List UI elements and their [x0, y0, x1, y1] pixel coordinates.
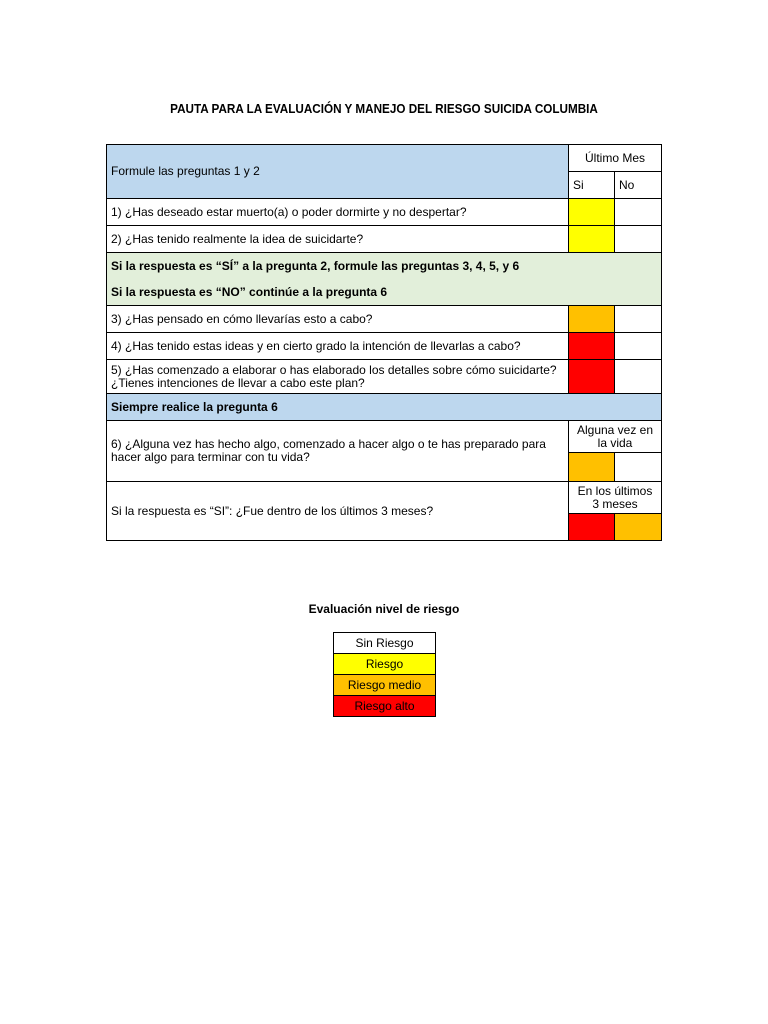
instruction-yes: Si la respuesta es “SÍ” a la pregunta 2, formule las preguntas 3, 4, 5, y 6: [107, 253, 662, 280]
instruction-always: Siempre realice la pregunta 6: [107, 394, 662, 421]
q4-si-cell[interactable]: [569, 333, 615, 360]
q6-si-cell[interactable]: [569, 453, 615, 482]
column-si: Si: [569, 172, 615, 199]
q7-period-label: En los últimos 3 meses: [569, 482, 662, 514]
q6-no-cell[interactable]: [615, 453, 662, 482]
legend-medium-risk: Riesgo medio: [334, 675, 436, 696]
legend-title: Evaluación nivel de riesgo: [308, 602, 460, 616]
legend-high-risk: Riesgo alto: [334, 696, 436, 717]
q6-period-label: Alguna vez en la vida: [569, 421, 662, 453]
question-2: 2) ¿Has tenido realmente la idea de suicidarte?: [107, 226, 569, 253]
question-7: Si la respuesta es “SI”: ¿Fue dentro de los últimos 3 meses?: [107, 482, 569, 541]
legend-no-risk: Sin Riesgo: [334, 633, 436, 654]
risk-legend: [333, 632, 436, 717]
question-3: 3) ¿Has pensado en cómo llevarías esto a cabo?: [107, 306, 569, 333]
header-period-last-month: Último Mes: [569, 145, 662, 172]
q5-si-cell[interactable]: [569, 360, 615, 394]
question-5: [107, 360, 569, 394]
page-title: PAUTA PARA LA EVALUACIÓN Y MANEJO DEL RIESGO SUICIDA COLUMBIA: [170, 101, 598, 116]
question-6: 6) ¿Alguna vez has hecho algo, comenzado a hacer algo o te has preparado para hacer algo para terminar con tu vida?: [107, 421, 569, 482]
q3-si-cell[interactable]: [569, 306, 615, 333]
instruction-no: Si la respuesta es “NO” continúe a la pregunta 6: [107, 280, 662, 306]
question-5-line-1: 5) ¿Has comenzado a elaborar o has elaborado los detalles sobre cómo suicidarte?: [111, 362, 557, 377]
q3-no-cell[interactable]: [615, 306, 662, 333]
q7-si-cell[interactable]: [569, 514, 615, 541]
q2-no-cell[interactable]: [615, 226, 662, 253]
header-prompt: Formule las preguntas 1 y 2: [107, 145, 569, 199]
q1-si-cell[interactable]: [569, 199, 615, 226]
question-5-line-2: ¿Tienes intenciones de llevar a cabo este plan?: [111, 375, 365, 390]
risk-assessment-table: [106, 144, 662, 541]
q2-si-cell[interactable]: [569, 226, 615, 253]
q7-no-cell[interactable]: [615, 514, 662, 541]
q5-no-cell[interactable]: [615, 360, 662, 394]
q4-no-cell[interactable]: [615, 333, 662, 360]
column-no: No: [615, 172, 662, 199]
q1-no-cell[interactable]: [615, 199, 662, 226]
question-1: 1) ¿Has deseado estar muerto(a) o poder dormirte y no despertar?: [107, 199, 569, 226]
question-4: 4) ¿Has tenido estas ideas y en cierto grado la intención de llevarlas a cabo?: [107, 333, 569, 360]
legend-risk: Riesgo: [334, 654, 436, 675]
